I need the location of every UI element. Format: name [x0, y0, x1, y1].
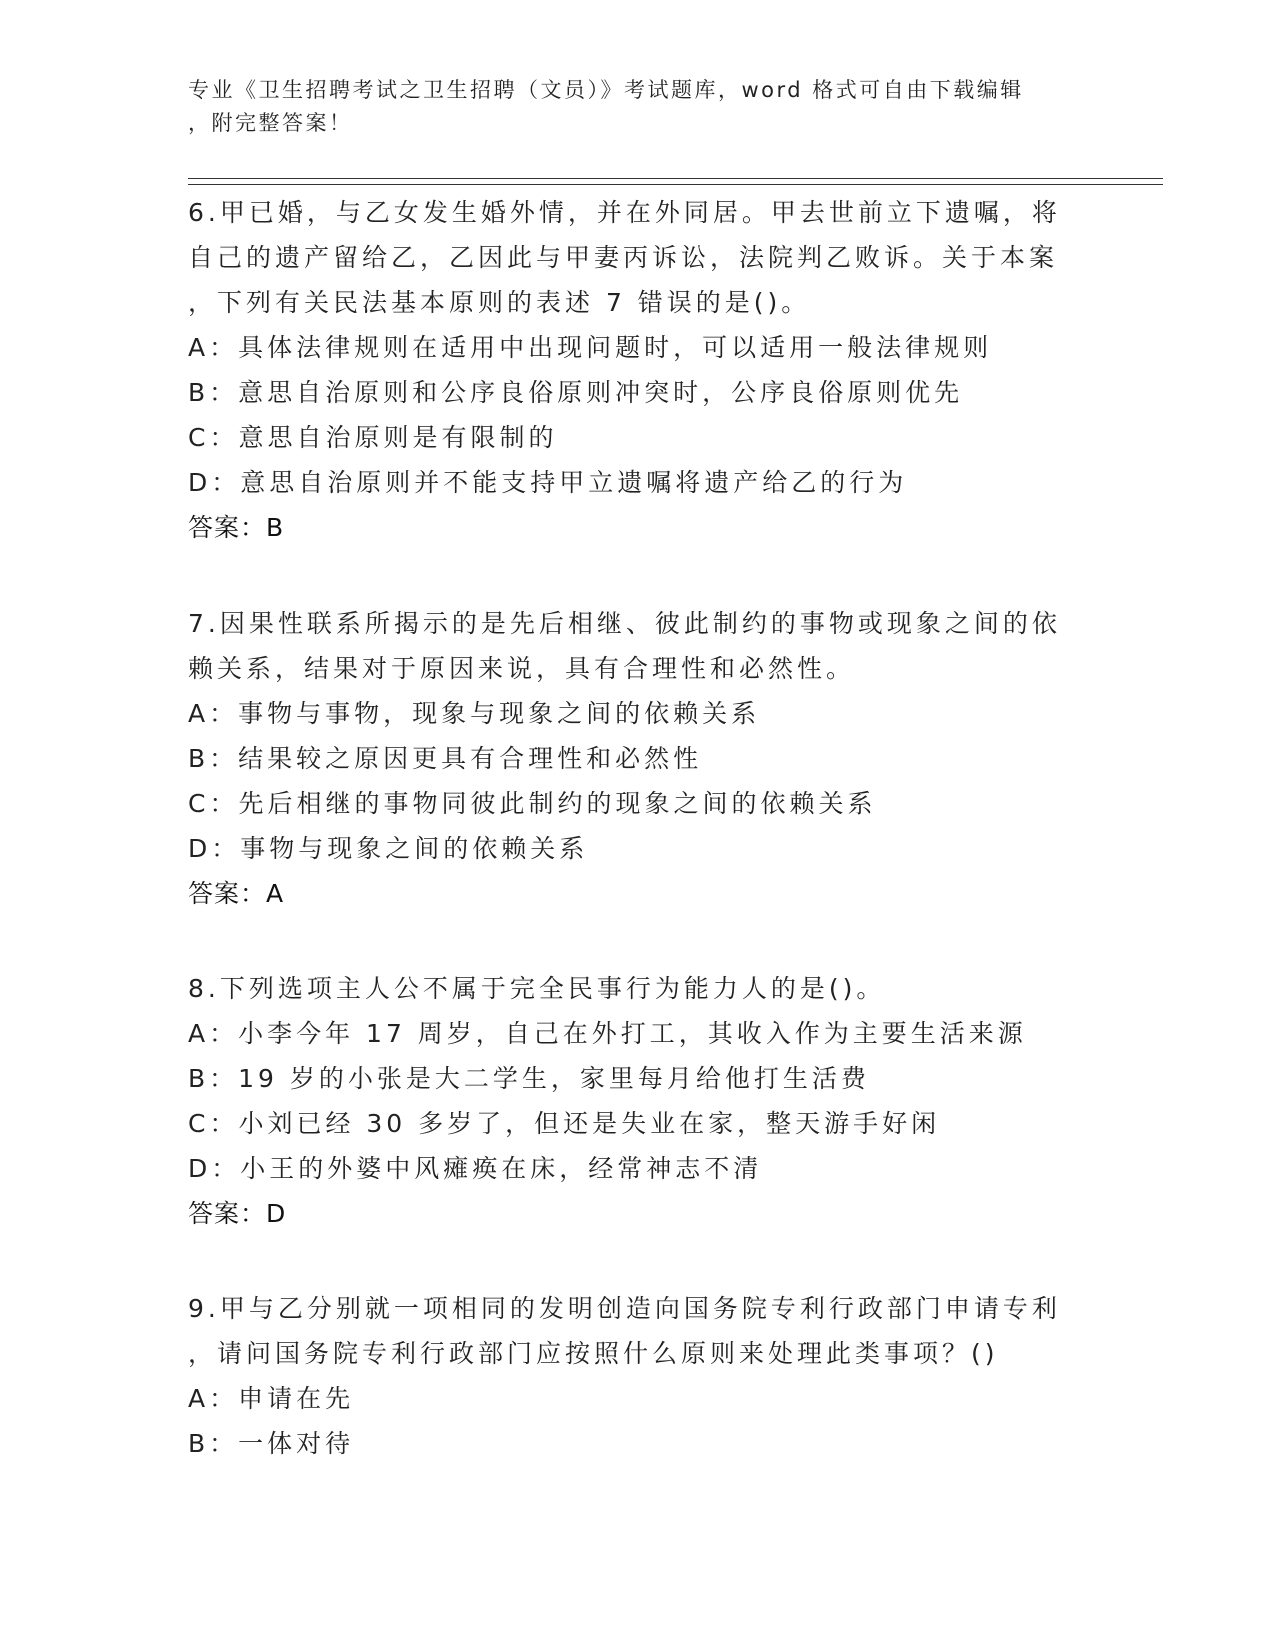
question-stem-line: ，请问国务院专利行政部门应按照什么原则来处理此类事项？() [188, 1339, 999, 1368]
option-c: C：意思自治原则是有限制的 [188, 423, 558, 452]
question-stem-line: 9.甲与乙分别就一项相同的发明创造向国务院专利行政部门申请专利 [188, 1294, 1061, 1323]
question-6 [188, 190, 1068, 550]
option-a: A：申请在先 [188, 1384, 355, 1413]
option-b: B：19 岁的小张是大二学生，家里每月给他打生活费 [188, 1064, 870, 1093]
header-line-2: ，附完整答案！ [188, 111, 353, 135]
header-divider-bottom [188, 184, 1163, 185]
option-a: A：事物与事物，现象与现象之间的依赖关系 [188, 699, 761, 728]
question-7 [188, 601, 1068, 916]
question-stem-line: ，下列有关民法基本原则的表述 7 错误的是()。 [188, 288, 811, 317]
option-d: D：事物与现象之间的依赖关系 [188, 834, 589, 863]
question-stem-line: 8.下列选项主人公不属于完全民事行为能力人的是()。 [188, 974, 886, 1003]
question-stem-line: 赖关系，结果对于原因来说，具有合理性和必然性。 [188, 654, 856, 683]
header-divider-top [188, 178, 1163, 179]
option-d: D：意思自治原则并不能支持甲立遗嘱将遗产给乙的行为 [188, 468, 908, 497]
option-b: B：意思自治原则和公序良俗原则冲突时，公序良俗原则优先 [188, 378, 964, 407]
option-a: A：小李今年 17 周岁，自己在外打工，其收入作为主要生活来源 [188, 1019, 1027, 1048]
question-stem-line: 自己的遗产留给乙，乙因此与甲妻丙诉讼，法院判乙败诉。关于本案 [188, 243, 1059, 272]
option-b: B：一体对待 [188, 1429, 355, 1458]
question-9 [188, 1286, 1068, 1466]
answer: 答案：D [188, 1199, 287, 1228]
question-8 [188, 966, 1068, 1236]
document-header [188, 74, 1068, 140]
answer: 答案：B [188, 513, 285, 542]
option-c: C：先后相继的事物同彼此制约的现象之间的依赖关系 [188, 789, 877, 818]
answer: 答案：A [188, 879, 285, 908]
header-line-1: 专业《卫生招聘考试之卫生招聘（文员）》考试题库，word 格式可自由下载编辑 [188, 78, 1024, 102]
option-d: D：小王的外婆中风瘫痪在床，经常神志不清 [188, 1154, 763, 1183]
option-c: C：小刘已经 30 多岁了，但还是失业在家，整天游手好闲 [188, 1109, 941, 1138]
question-stem-line: 7.因果性联系所揭示的是先后相继、彼此制约的事物或现象之间的依 [188, 609, 1061, 638]
option-a: A：具体法律规则在适用中出现问题时，可以适用一般法律规则 [188, 333, 993, 362]
option-b: B：结果较之原因更具有合理性和必然性 [188, 744, 703, 773]
question-stem-line: 6.甲已婚，与乙女发生婚外情，并在外同居。甲去世前立下遗嘱，将 [188, 198, 1061, 227]
